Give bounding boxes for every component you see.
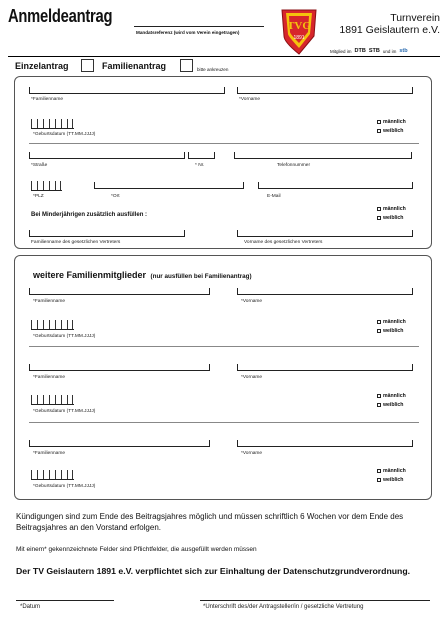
birthdate-label: *Geburtsdatum (TT.MM.JJJJ) bbox=[33, 132, 96, 137]
last-name-label: *Familienname bbox=[31, 97, 63, 102]
member-of-label: Mitglied im bbox=[330, 48, 352, 54]
male-label: männlich bbox=[383, 119, 406, 125]
member-divider bbox=[29, 346, 419, 347]
email-field[interactable] bbox=[258, 188, 413, 189]
street-field[interactable] bbox=[29, 158, 185, 159]
field-tick bbox=[412, 182, 413, 189]
club-name-line2: 1891 Geislautern e.V. bbox=[339, 24, 440, 36]
family-heading-note: (nur ausfüllen bei Familienantrag) bbox=[150, 273, 252, 280]
reference-line bbox=[134, 26, 264, 27]
guardian-last-name-field[interactable] bbox=[29, 236, 185, 237]
field-tick bbox=[29, 87, 30, 94]
member-2-female-option[interactable] bbox=[377, 402, 403, 408]
field-tick bbox=[209, 364, 210, 371]
member-1-first-name-field[interactable] bbox=[237, 294, 413, 295]
club-name bbox=[330, 12, 440, 36]
single-application-label: Einzelantrag bbox=[15, 61, 69, 71]
guardian-male-checkbox[interactable] bbox=[377, 207, 381, 211]
field-tick bbox=[237, 440, 238, 447]
first-name-label: *Vorname bbox=[239, 97, 261, 102]
member-2-male-checkbox[interactable] bbox=[377, 394, 381, 398]
field-tick bbox=[412, 230, 413, 237]
member-1-female-label: weiblich bbox=[383, 328, 404, 334]
member-3-last-name-label: *Familienname bbox=[33, 451, 65, 456]
header-divider bbox=[8, 56, 440, 57]
member-2-last-name-label: *Familienname bbox=[33, 375, 65, 380]
field-tick bbox=[29, 230, 30, 237]
field-tick bbox=[258, 182, 259, 189]
date-field[interactable] bbox=[16, 600, 114, 601]
family-application-checkbox[interactable] bbox=[180, 59, 193, 72]
guardian-female-label: weiblich bbox=[383, 215, 404, 221]
male-option[interactable] bbox=[377, 119, 406, 125]
member-1-male-label: männlich bbox=[383, 319, 406, 325]
member-1-last-name-field[interactable] bbox=[29, 294, 210, 295]
check-hint: bitte ankreuzen bbox=[197, 67, 229, 72]
partner-logos bbox=[330, 48, 444, 54]
field-tick bbox=[29, 288, 30, 295]
member-1-female-option[interactable] bbox=[377, 328, 403, 334]
field-tick bbox=[224, 87, 225, 94]
member-2-female-checkbox[interactable] bbox=[377, 403, 381, 407]
member-1-birthdate-label: *Geburtsdatum (TT.MM.JJJJ) bbox=[33, 334, 96, 339]
field-tick bbox=[237, 288, 238, 295]
phone-label: Telefonnummer bbox=[277, 163, 311, 168]
member-3-male-option[interactable] bbox=[377, 468, 406, 474]
member-2-male-option[interactable] bbox=[377, 393, 406, 399]
cancellation-notice: Kündigungen sind zum Ende des Beitragsjahres möglich und müssen schriftlich 6 Wochen vor dem Ende des Beitragsjahres an den Vorstand erfolgen. bbox=[16, 512, 404, 532]
privacy-statement: Der TV Geislautern 1891 e.V. verpflichtet sich zur Einhaltung der Datenschutzgrundverordnung. bbox=[16, 566, 411, 576]
field-tick bbox=[29, 440, 30, 447]
partner-lsb: stb bbox=[399, 48, 408, 54]
member-1-first-name-label: *Vorname bbox=[241, 299, 263, 304]
signature-label: *Unterschrift des/der Antragsteller/in / gesetzliche Vertretung bbox=[203, 604, 364, 610]
member-1-male-option[interactable] bbox=[377, 319, 406, 325]
member-2-female-label: weiblich bbox=[383, 402, 404, 408]
city-field[interactable] bbox=[94, 188, 244, 189]
member-1-female-checkbox[interactable] bbox=[377, 329, 381, 333]
member-2-first-name-label: *Vorname bbox=[241, 375, 263, 380]
field-tick bbox=[412, 364, 413, 371]
zip-label: *PLZ bbox=[33, 194, 44, 199]
member-1-male-checkbox[interactable] bbox=[377, 320, 381, 324]
member-3-female-option[interactable] bbox=[377, 477, 403, 483]
member-1-birthdate-baseline bbox=[31, 329, 74, 330]
section-divider bbox=[29, 143, 419, 144]
partner-dtb: DTB bbox=[354, 48, 366, 54]
guardian-female-option[interactable] bbox=[377, 215, 403, 221]
minors-heading: Bei Minderjährigen zusätzlich ausfüllen : bbox=[31, 212, 148, 218]
field-tick bbox=[237, 230, 238, 237]
guardian-last-name-label: Familienname des gesetzlichen Vertreters bbox=[31, 240, 121, 245]
zip-baseline bbox=[31, 190, 62, 191]
field-tick bbox=[237, 364, 238, 371]
date-label: *Datum bbox=[20, 604, 41, 610]
last-name-field[interactable] bbox=[29, 93, 225, 94]
house-number-label: * Nr. bbox=[195, 163, 205, 168]
member-3-birthdate-baseline bbox=[31, 479, 74, 480]
family-members-section bbox=[14, 255, 432, 500]
member-2-male-label: männlich bbox=[383, 393, 406, 399]
email-label: E-Mail bbox=[267, 194, 281, 199]
signature-field[interactable] bbox=[200, 600, 430, 601]
member-2-first-name-field[interactable] bbox=[237, 370, 413, 371]
house-number-field[interactable] bbox=[188, 158, 215, 159]
member-3-last-name-field[interactable] bbox=[29, 446, 210, 447]
member-3-birthdate-label: *Geburtsdatum (TT.MM.JJJJ) bbox=[33, 484, 96, 489]
field-tick bbox=[243, 182, 244, 189]
field-tick bbox=[412, 87, 413, 94]
field-tick bbox=[184, 230, 185, 237]
field-tick bbox=[29, 364, 30, 371]
field-tick bbox=[29, 152, 30, 159]
club-logo bbox=[274, 6, 324, 56]
guardian-female-checkbox[interactable] bbox=[377, 216, 381, 220]
field-tick bbox=[209, 440, 210, 447]
guardian-first-name-field[interactable] bbox=[237, 236, 413, 237]
field-tick bbox=[94, 182, 95, 189]
family-heading: weitere Familienmitglieder bbox=[33, 270, 147, 280]
logo-letters: TVG bbox=[287, 20, 311, 32]
member-3-female-label: weiblich bbox=[383, 477, 404, 483]
female-label: weiblich bbox=[383, 128, 404, 134]
field-tick bbox=[214, 152, 215, 159]
male-checkbox[interactable] bbox=[377, 120, 381, 124]
member-3-first-name-label: *Vorname bbox=[241, 451, 263, 456]
field-tick bbox=[412, 288, 413, 295]
member-3-first-name-field[interactable] bbox=[237, 446, 413, 447]
logo-year: 1891 bbox=[293, 35, 305, 41]
applicant-section bbox=[14, 76, 432, 249]
member-3-male-checkbox[interactable] bbox=[377, 469, 381, 473]
family-heading-row bbox=[33, 265, 252, 283]
single-application-checkbox[interactable] bbox=[81, 59, 94, 72]
field-tick bbox=[412, 440, 413, 447]
club-name-line1: Turnverein bbox=[390, 12, 440, 24]
birthdate-baseline bbox=[31, 128, 74, 129]
field-tick bbox=[209, 288, 210, 295]
female-option[interactable] bbox=[377, 128, 403, 134]
member-2-birthdate-label: *Geburtsdatum (TT.MM.JJJJ) bbox=[33, 409, 96, 414]
member-1-last-name-label: *Familienname bbox=[33, 299, 65, 304]
street-label: *Straße bbox=[31, 163, 48, 168]
field-tick bbox=[411, 152, 412, 159]
guardian-male-option[interactable] bbox=[377, 206, 406, 212]
member-2-last-name-field[interactable] bbox=[29, 370, 210, 371]
member-2-birthdate-baseline bbox=[31, 404, 74, 405]
first-name-field[interactable] bbox=[237, 93, 413, 94]
guardian-male-label: männlich bbox=[383, 206, 406, 212]
form-title: Anmeldeantrag bbox=[8, 6, 113, 26]
field-tick bbox=[184, 152, 185, 159]
required-fields-note: Mit einem* gekennzeichnete Felder sind Pflichtfelder, die ausgefüllt werden müssen bbox=[16, 546, 257, 553]
city-label: *Ort bbox=[111, 194, 120, 199]
family-application-label: Familienantrag bbox=[102, 61, 167, 71]
female-checkbox[interactable] bbox=[377, 129, 381, 133]
reference-label: Mandatsreferenz (wird vom Verein eingetragen) bbox=[136, 30, 240, 35]
guardian-first-name-label: Vorname des gesetzlichen Vertreters bbox=[244, 240, 323, 245]
field-tick bbox=[237, 87, 238, 94]
partner-and-label: und im bbox=[382, 48, 397, 54]
partner-stb: STB bbox=[368, 48, 380, 54]
member-divider bbox=[29, 422, 419, 423]
member-3-female-checkbox[interactable] bbox=[377, 478, 381, 482]
member-3-male-label: männlich bbox=[383, 468, 406, 474]
phone-field[interactable] bbox=[234, 158, 412, 159]
field-tick bbox=[234, 152, 235, 159]
